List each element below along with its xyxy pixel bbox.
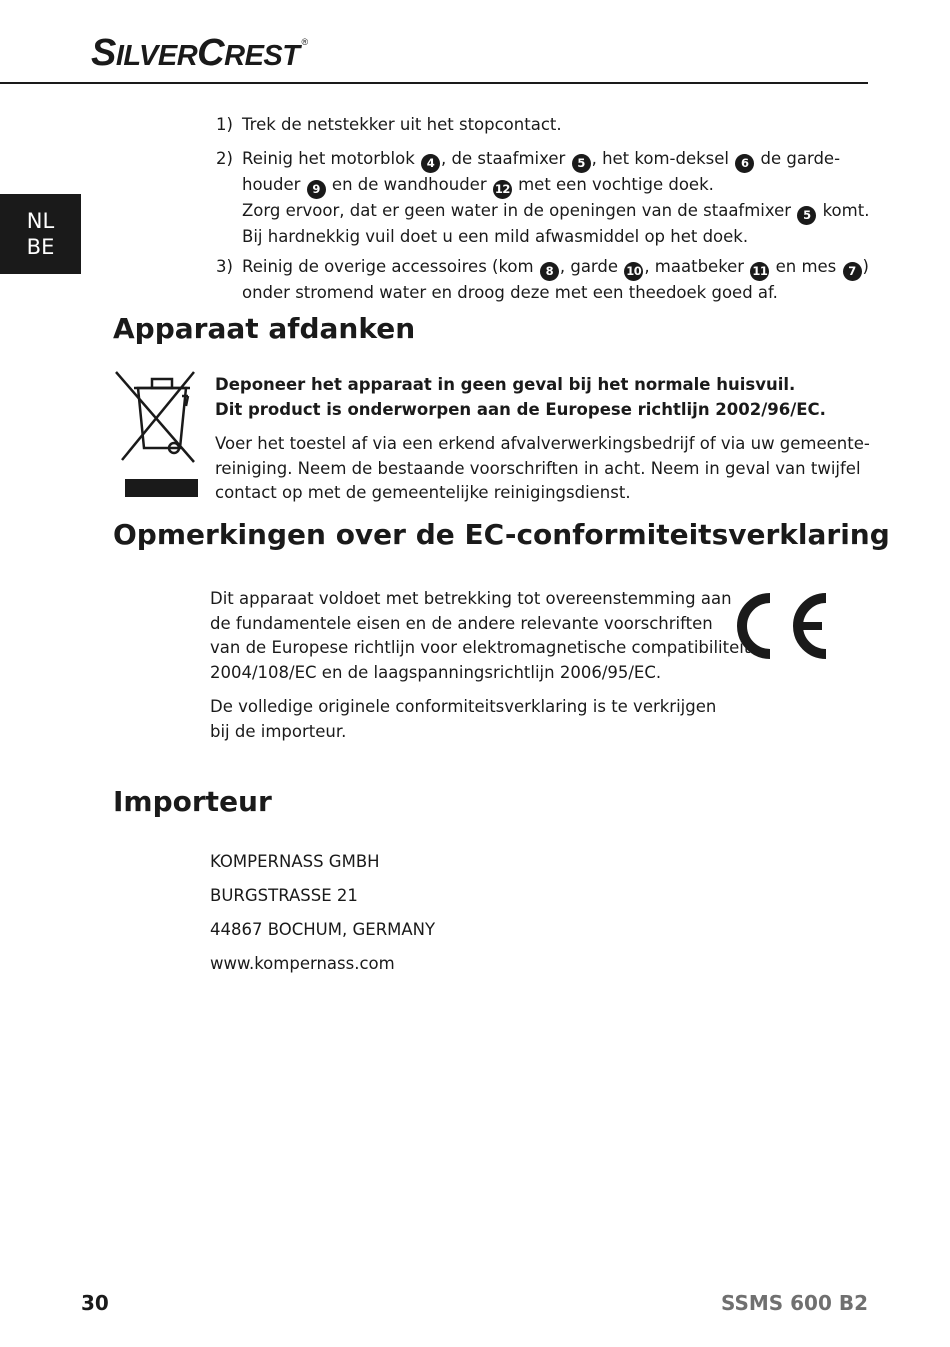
list-text: houder 9 en de wandhouder 12 met een vochtige doek. bbox=[242, 173, 836, 199]
model-number: SSMS 600 B2 bbox=[720, 1291, 868, 1315]
header-rule bbox=[0, 82, 868, 84]
ce-mark-icon bbox=[730, 590, 830, 666]
disposal-paragraph-line: reiniging. Neem de bestaande voorschriften in acht. Neem in geval van twijfel bbox=[215, 458, 861, 478]
bin-underline-bar bbox=[125, 479, 198, 497]
list-text: Reinig de overige accessoires (kom 8 , garde 10 , maatbeker 11 en mes 7 ) bbox=[242, 255, 836, 281]
list-item bbox=[216, 255, 869, 306]
ce-paragraph-line: van de Europese richtlijn voor elektromagnetische compatibiliteit bbox=[210, 638, 751, 657]
language-tab bbox=[0, 194, 81, 274]
brand-logo bbox=[91, 32, 308, 75]
list-text: Reinig het motorblok 4 , de staafmixer 5 , het kom-deksel 6 de garde- bbox=[242, 147, 836, 173]
part-number-badge: 12 bbox=[493, 180, 512, 199]
language-code-nl: NL bbox=[26, 209, 55, 233]
ce-paragraph-line: Dit apparaat voldoet met betrekking tot overeenstemming aan bbox=[210, 589, 732, 608]
ce-paragraph-line: 2004/108/EC en de laagspanningsrichtlijn 2006/95/EC. bbox=[210, 662, 662, 682]
ce-paragraph-line: de fundamentele eisen en de andere relevante voorschriften bbox=[210, 613, 713, 633]
part-number-badge: 10 bbox=[624, 262, 643, 281]
part-number-badge: 7 bbox=[843, 262, 862, 281]
list-text: Bij hardnekkig vuil doet u een mild afwasmiddel op het doek. bbox=[242, 227, 749, 246]
disposal-text bbox=[215, 373, 870, 506]
section-heading-ec-declaration: Opmerkingen over de EC-conformiteitsverklaring bbox=[113, 518, 890, 551]
part-number-badge: 5 bbox=[572, 154, 591, 173]
part-number-badge: 8 bbox=[540, 262, 559, 281]
crossed-out-bin-icon bbox=[114, 370, 204, 474]
language-code-be: BE bbox=[26, 235, 55, 259]
part-number-badge: 9 bbox=[307, 180, 326, 199]
disposal-warning-line: Deponeer het apparaat in geen geval bij het normale huisvuil. bbox=[215, 375, 796, 394]
part-number-badge: 6 bbox=[735, 154, 754, 173]
list-item bbox=[216, 147, 870, 250]
ce-paragraph-line: De volledige originele conformiteitsverklaring is te verkrijgen bbox=[210, 697, 717, 716]
list-number: 2) bbox=[216, 149, 233, 168]
part-number-badge: 5 bbox=[797, 206, 816, 225]
registered-mark: ® bbox=[301, 37, 308, 47]
logo-letter-s: S bbox=[91, 32, 116, 74]
importer-street: BURGSTRASSE 21 bbox=[210, 886, 358, 905]
logo-part-rest: REST bbox=[224, 40, 300, 72]
disposal-directive-line: Dit product is onderworpen aan de Europese richtlijn 2002/96/EC. bbox=[215, 399, 826, 419]
importer-city: 44867 BOCHUM, GERMANY bbox=[210, 920, 436, 939]
importer-website: www.kompernass.com bbox=[210, 954, 395, 973]
ce-paragraph bbox=[210, 587, 751, 744]
disposal-paragraph-line: contact op met de gemeentelijke reinigingsdienst. bbox=[215, 483, 631, 502]
list-text: Trek de netstekker uit het stopcontact. bbox=[242, 115, 562, 134]
part-number-badge: 11 bbox=[750, 262, 769, 281]
part-number-badge: 4 bbox=[421, 154, 440, 173]
list-item bbox=[216, 113, 836, 138]
list-number: 1) bbox=[216, 115, 233, 134]
list-text: onder stromend water en droog deze met een theedoek goed af. bbox=[242, 283, 778, 302]
list-number: 3) bbox=[216, 257, 233, 276]
section-heading-importer: Importeur bbox=[113, 785, 272, 818]
importer-address bbox=[210, 845, 435, 981]
page-number: 30 bbox=[81, 1291, 109, 1315]
logo-part-ilver: ILVER bbox=[115, 40, 198, 72]
disposal-paragraph-line: Voer het toestel af via een erkend afvalverwerkingsbedrijf of via uw gemeente- bbox=[215, 434, 870, 453]
list-text: Zorg ervoor, dat er geen water in de openingen van de staafmixer 5 komt. bbox=[242, 199, 836, 225]
importer-company: KOMPERNASS GMBH bbox=[210, 852, 380, 871]
ce-paragraph-line: bij de importeur. bbox=[210, 721, 347, 741]
section-heading-disposal: Apparaat afdanken bbox=[113, 312, 416, 345]
logo-letter-c: C bbox=[197, 32, 225, 74]
